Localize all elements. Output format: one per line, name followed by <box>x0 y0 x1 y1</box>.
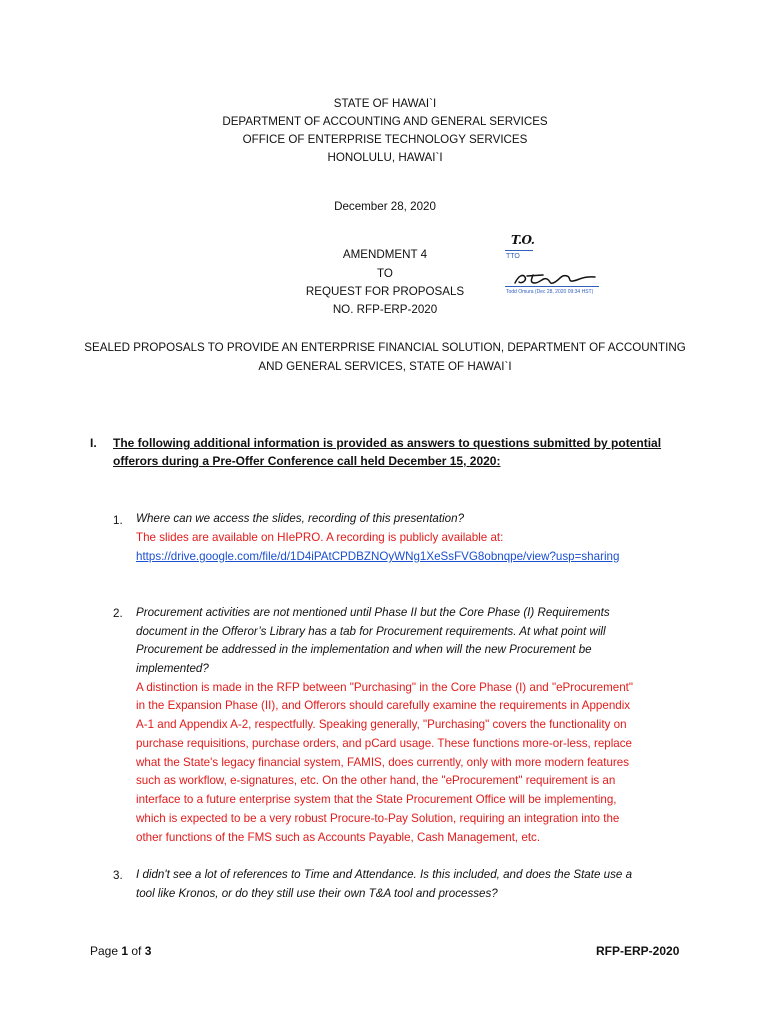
question-2-number: 2. <box>113 607 123 620</box>
amendment-number: AMENDMENT 4 <box>342 248 428 261</box>
question-1-text: Where can we access the slides, recording of this presentation? <box>136 512 465 525</box>
page-indicator <box>90 944 151 959</box>
initials-label: TTO <box>506 253 520 260</box>
answer-2-line-9: other functions of the FMS such as Accounts Payable, Cash Management, etc. <box>136 831 541 844</box>
answer-2-line-8: which is expected to be a very robust Procure-to-Pay Solution, requiring an integration into the <box>136 812 620 825</box>
question-1-number: 1. <box>113 514 123 527</box>
answer-2-line-6: such as workflow, e-signatures, etc. On the other hand, the "eProcurement" requirement is an <box>136 774 616 787</box>
slides-recording-link[interactable]: https://drive.google.com/file/d/1D4iPAtCPDBZNOyWNg1XeSsFVG8obnqpe/view?usp=sharing <box>136 550 620 563</box>
question-3-number: 3. <box>113 869 123 882</box>
answer-2-line-1: A distinction is made in the RFP between "Purchasing" in the Core Phase (I) and "eProcurement" <box>136 681 634 694</box>
header-city: HONOLULU, HAWAI`I <box>327 151 443 164</box>
answer-2-line-2: in the Expansion Phase (II), and Offerors should carefully examine the requirements in Appendix <box>136 699 631 712</box>
answer-2-line-3: A-1 and Appendix A-2, respectfully. Speaking generally, "Purchasing" covers the functionality on <box>136 718 627 731</box>
answer-2-line-5: what the State's legacy financial system, FAMIS, does currently, only with more modern features <box>136 756 630 769</box>
amendment-rfp-number: NO. RFP-ERP-2020 <box>332 303 438 316</box>
document-date: December 28, 2020 <box>334 200 436 213</box>
question-2-line-3: Procurement be addressed in the implementation and when will the new Procurement be <box>136 643 592 656</box>
handwritten-signature <box>513 271 597 287</box>
header-office: OFFICE OF ENTERPRISE TECHNOLOGY SERVICES <box>242 133 528 146</box>
header-state: STATE OF HAWAI`I <box>333 97 437 110</box>
initials-line <box>505 250 533 251</box>
signer-label: Todd Omura (Dec 28, 2020 09:34 HST) <box>506 289 594 295</box>
question-2-line-2: document in the Offeror’s Library has a tab for Procurement requirements. At what point will <box>136 625 606 638</box>
section-heading-line-2: offerors during a Pre-Offer Conference call held December 15, 2020: <box>113 454 501 468</box>
title-line-2: AND GENERAL SERVICES, STATE OF HAWAI`I <box>258 360 512 373</box>
header-department: DEPARTMENT OF ACCOUNTING AND GENERAL SERVICES <box>222 115 548 128</box>
section-number: I. <box>90 436 97 450</box>
page-total: 3 <box>144 944 152 958</box>
section-heading-line-1: The following additional information is provided as answers to questions submitted by potential <box>113 436 662 450</box>
initials-signature: T.O. <box>511 233 535 247</box>
page-prefix: Page <box>90 944 122 958</box>
title-line-1: SEALED PROPOSALS TO PROVIDE AN ENTERPRISE FINANCIAL SOLUTION, DEPARTMENT OF ACCOUNTING <box>84 341 686 354</box>
page-current: 1 <box>121 944 129 958</box>
question-2-line-1: Procurement activities are not mentioned until Phase II but the Core Phase (I) Requirements <box>136 606 610 619</box>
signature-line <box>505 286 599 287</box>
question-2-line-4: implemented? <box>136 662 209 675</box>
question-3-line-1: I didn't see a lot of references to Time and Attendance. Is this included, and does the State use a <box>136 868 633 881</box>
answer-1-text: The slides are available on HIePRO. A recording is publicly available at: <box>136 531 504 544</box>
amendment-to: TO <box>377 267 393 280</box>
question-3-line-2: tool like Kronos, or do they still use their own T&A tool and processes? <box>136 887 498 900</box>
document-id: RFP-ERP-2020 <box>596 944 680 958</box>
amendment-rfp-label: REQUEST FOR PROPOSALS <box>305 285 465 298</box>
page-mid: of <box>128 944 145 958</box>
answer-2-line-4: purchase requisitions, purchase orders, and pCard usage. These functions more-or-less, replace <box>136 737 633 750</box>
answer-2-line-7: interface to a future enterprise system that the State Procurement Office will be implementing, <box>136 793 617 806</box>
